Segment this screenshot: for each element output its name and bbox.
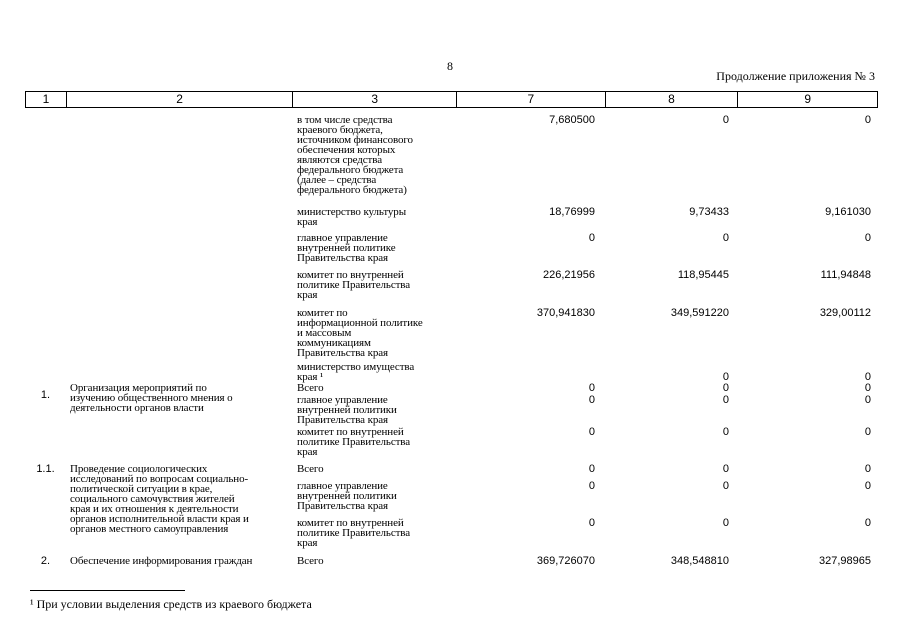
table-cell-value-9: 0 — [864, 382, 871, 394]
table-cell-value-7: 0 — [588, 426, 595, 438]
table-cell-value-9: 327,98965 — [819, 555, 871, 567]
page-number: 8 — [447, 59, 453, 73]
table-cell-recipient: комитет по внутренней политике Правительства края — [297, 426, 411, 458]
header-col-2: 2 — [67, 92, 293, 107]
header-col-3: 3 — [293, 92, 457, 107]
table-cell-value-7: 0 — [588, 517, 595, 529]
table-cell-recipient: Всего — [297, 382, 324, 394]
table-cell-activity: Организация мероприятий по изучению общественного мнения о деятельности органов власти — [70, 382, 233, 414]
header-col-1: 1 — [26, 92, 67, 107]
table-cell-value-9: 111,94848 — [820, 269, 871, 281]
table-cell-recipient: главное управление внутренней политики Правительства края — [297, 394, 397, 426]
table-cell-recipient: министерство имущества края ¹ — [297, 361, 415, 383]
footnote: ¹ При условии выделения средств из краевого бюджета — [30, 597, 312, 611]
table-cell-value-8: 0 — [722, 463, 729, 475]
row-index: 2. — [40, 555, 51, 567]
table-cell-value-7: 369,726070 — [536, 555, 595, 567]
table-cell-value-8: 9,73433 — [689, 206, 729, 218]
table-cell-value-8: 0 — [722, 480, 729, 492]
table-header — [25, 91, 878, 108]
table-cell-recipient: главное управление внутренней политике Правительства края — [297, 232, 396, 264]
table-cell-recipient: комитет по внутренней политике Правительства края — [297, 517, 411, 549]
table-cell-value-9: 0 — [864, 517, 871, 529]
table-cell-recipient: министерство культуры края — [297, 206, 406, 228]
header-col-7: 7 — [457, 92, 606, 107]
table-cell-value-8: 118,95445 — [677, 269, 729, 281]
table-cell-value-7: 7,680500 — [549, 114, 595, 126]
table-cell-value-8: 0 — [722, 517, 729, 529]
table-cell-value-9: 329,00112 — [819, 307, 871, 319]
header-col-9: 9 — [804, 92, 811, 106]
table-cell-value-7: 0 — [588, 463, 595, 475]
table-cell-value-8: 0 — [722, 426, 729, 438]
table-cell-value-7: 226,21956 — [543, 269, 595, 281]
table-cell-value-9: 0 — [864, 463, 871, 475]
table-cell-value-8: 0 — [722, 371, 729, 383]
table-cell-value-9: 9,161030 — [825, 206, 871, 218]
table-cell-value-8: 0 — [722, 394, 729, 406]
appendix-note: Продолжение приложения № 3 — [716, 69, 875, 83]
table-cell-value-8: 0 — [722, 232, 729, 244]
header-col-8: 8 — [606, 92, 739, 107]
table-cell-activity: Обеспечение информирования граждан — [70, 555, 253, 567]
table-cell-value-9: 0 — [864, 480, 871, 492]
table-cell-recipient: главное управление внутренней политики Правительства края — [297, 480, 397, 512]
table-cell-value-9: 0 — [864, 426, 871, 438]
table-cell-value-8: 348,548810 — [670, 555, 729, 567]
table-cell-value-7: 370,941830 — [536, 307, 595, 319]
table-cell-value-9: 0 — [864, 114, 871, 126]
table-cell-activity: Проведение социологических исследований по вопросам социально- политической ситуации в крае, социального самочувствия жителей края и их отношения к деятельности органов исполнительной власти края и органов местного самоуправления — [70, 463, 249, 535]
row-index: 1. — [40, 389, 51, 401]
row-index: 1.1. — [36, 463, 55, 475]
table-cell-value-7: 0 — [588, 382, 595, 394]
table-cell-value-9: 0 — [864, 394, 871, 406]
table-cell-recipient: в том числе средства краевого бюджета, источником финансового обеспечения которых являются средства федерального бюджета (далее – средства федерального бюджета) — [297, 114, 413, 196]
footnote-divider — [30, 590, 185, 591]
table-cell-recipient: Всего — [297, 555, 324, 567]
table-cell-recipient: комитет по внутренней политике Правительства края — [297, 269, 411, 301]
table-cell-value-9: 0 — [864, 371, 871, 383]
table-cell-value-8: 0 — [722, 382, 729, 394]
table-cell-value-7: 18,76999 — [549, 206, 595, 218]
table-cell-value-7: 0 — [588, 480, 595, 492]
table-cell-value-7: 0 — [588, 394, 595, 406]
table-cell-value-7: 0 — [588, 232, 595, 244]
table-cell-recipient: комитет по информационной политике и массовым коммуникациям Правительства края — [297, 307, 423, 359]
table-cell-value-9: 0 — [864, 232, 871, 244]
table-cell-value-8: 349,591220 — [670, 307, 729, 319]
table-cell-recipient: Всего — [297, 463, 324, 475]
table-cell-value-8: 0 — [722, 114, 729, 126]
